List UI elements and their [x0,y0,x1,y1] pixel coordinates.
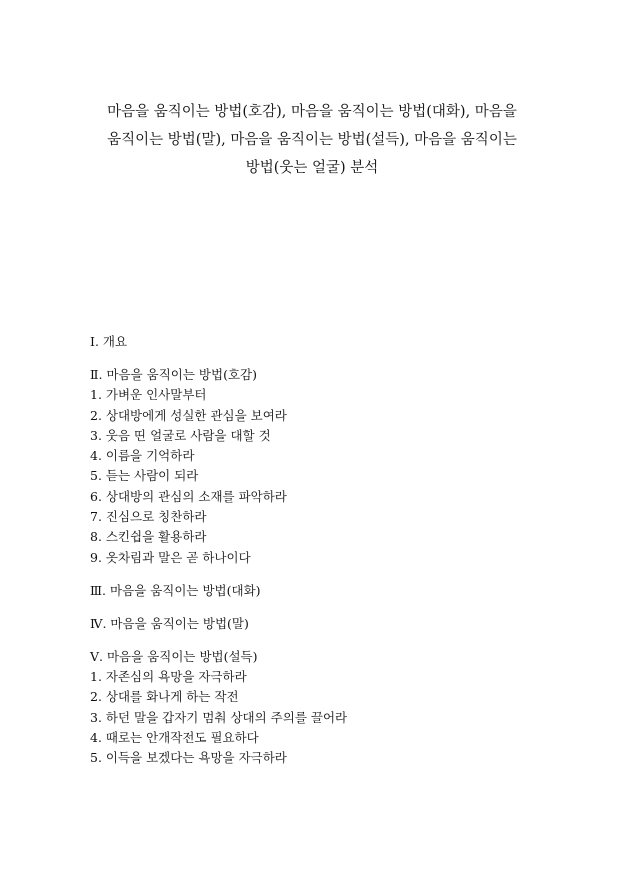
title-line-1: 마음을 움직이는 방법(호감), 마음을 움직이는 방법(대화), 마음을 [107,104,517,120]
title-line-3: 방법(웃는 얼굴) 분석 [245,160,379,176]
toc-item: 4. 이름을 기억하라 [90,448,195,464]
toc-item: 2. 상대방에게 성실한 관심을 보여라 [90,407,287,423]
toc-item: 2. 상대를 화나게 하는 작전 [90,689,239,705]
toc-section-2: Ⅱ. 마음을 움직이는 방법(호감) [90,366,257,382]
toc-item: 7. 진심으로 칭찬하라 [90,509,207,525]
toc-item: 8. 스킨쉽을 활용하라 [90,529,207,545]
toc-item: 3. 하던 말을 갑자기 멈춰 상대의 주의를 끌어라 [90,709,348,725]
toc-item: 6. 상대방의 관심의 소재를 파악하라 [90,488,287,504]
toc-item: 4. 때로는 안개작전도 필요하다 [90,729,259,745]
toc-section-5: Ⅴ. 마음을 움직이는 방법(설득) [90,648,258,664]
toc-section-3: Ⅲ. 마음을 움직이는 방법(대화) [90,582,261,598]
toc-item: 3. 웃음 띤 얼굴로 사람을 대할 것 [90,427,271,443]
toc-item: 5. 이득을 보겠다는 욕망을 자극하라 [90,750,287,766]
toc-item: 1. 가벼운 인사말부터 [90,387,207,403]
title-line-2: 움직이는 방법(말), 마음을 움직이는 방법(설득), 마음을 움직이는 [107,132,517,148]
toc-item: 1. 자존심의 욕망을 자극하라 [90,668,247,684]
toc-item: 9. 옷차림과 말은 곧 하나이다 [90,549,251,565]
document-title [40,98,584,182]
toc-item: 5. 듣는 사람이 되라 [90,468,199,484]
table-of-contents [90,332,347,768]
toc-section-4: Ⅳ. 마음을 움직이는 방법(말) [90,615,249,631]
toc-section-1: Ⅰ. 개요 [90,334,128,349]
